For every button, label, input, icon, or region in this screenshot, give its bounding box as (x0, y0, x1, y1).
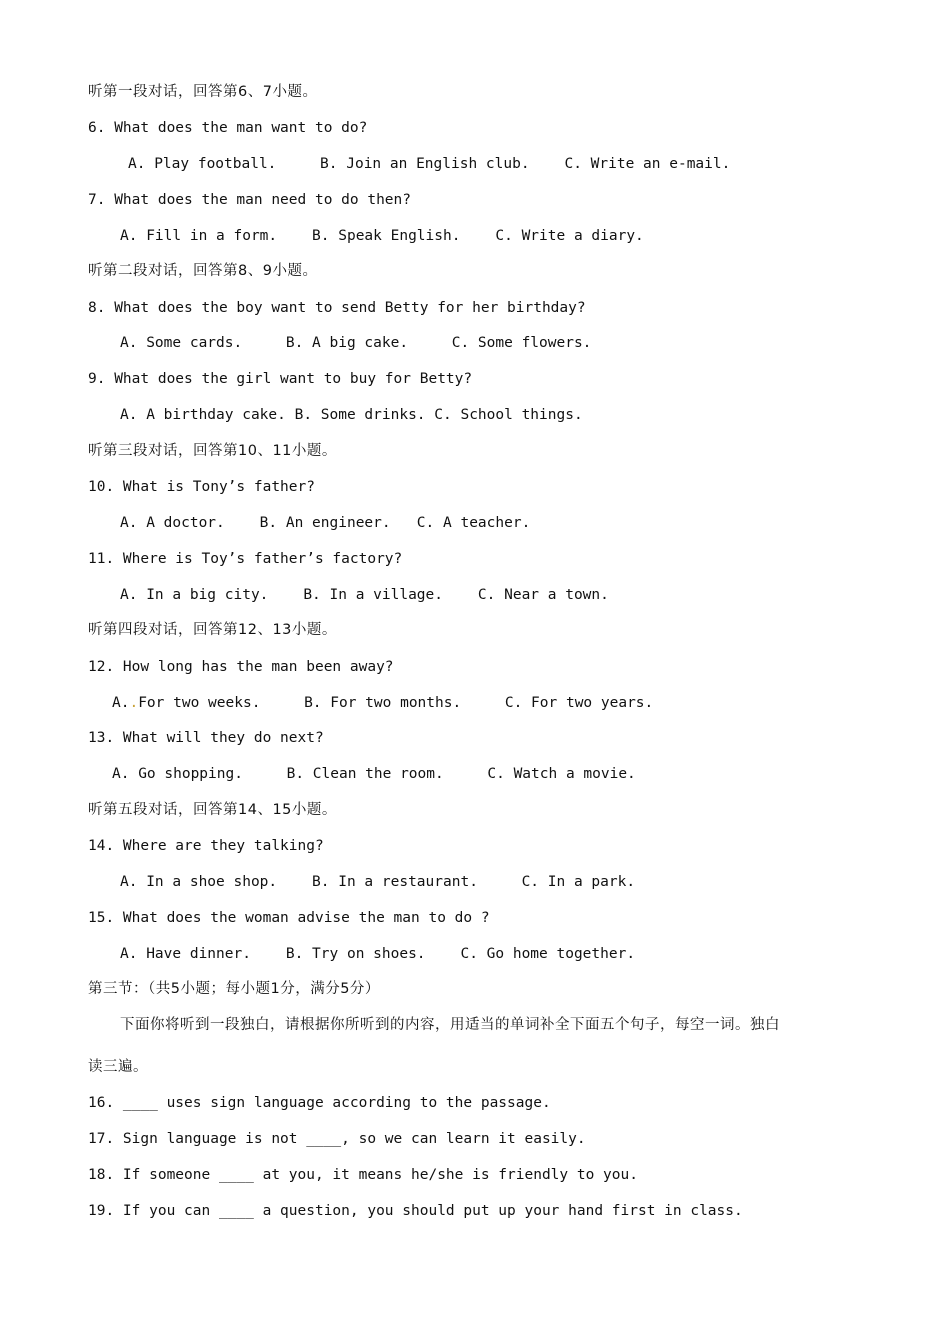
question-12-option-a-label: A. (112, 695, 130, 711)
question-13-options: A. Go shopping. B. Clean the room. C. Watch a movie. (112, 766, 636, 782)
question-8: 8. What does the boy want to send Betty for her birthday? (88, 300, 586, 316)
question-9: 9. What does the girl want to buy for Betty? (88, 371, 473, 387)
question-13: 13. What will they do next? (88, 730, 324, 746)
question-11-options: A. In a big city. B. In a village. C. Near a town. (120, 587, 609, 603)
question-17: 17. Sign language is not ____, so we can learn it easily. (88, 1131, 586, 1147)
question-14: 14. Where are they talking? (88, 838, 324, 854)
question-10: 10. What is Tony’s father? (88, 479, 315, 495)
question-15-options: A. Have dinner. B. Try on shoes. C. Go home together. (120, 946, 636, 962)
question-7: 7. What does the man need to do then? (88, 192, 412, 208)
question-8-options: A. Some cards. B. A big cake. C. Some flowers. (120, 335, 592, 351)
part3-instructions-line1: 下面你将听到一段独白，请根据你所听到的内容，用适当的单词补全下面五个句子，每空一词。独白 (120, 1017, 780, 1033)
question-12-options-text: For two weeks. B. For two months. C. For two years. (138, 695, 654, 711)
stray-mark: . (129, 695, 139, 711)
question-16: 16. ____ uses sign language according to the passage. (88, 1095, 551, 1111)
section-heading-1: 听第一段对话，回答第6、7小题。 (88, 84, 318, 100)
section-heading-2: 听第二段对话，回答第8、9小题。 (88, 263, 318, 279)
question-12: 12. How long has the man been away? (88, 659, 394, 675)
section-heading-3: 听第三段对话，回答第10、11小题。 (88, 443, 337, 459)
question-6: 6. What does the man want to do? (88, 120, 368, 136)
part3-instructions-line2: 读三遍。 (88, 1059, 148, 1075)
question-15: 15. What does the woman advise the man to do ? (88, 910, 490, 926)
part3-heading: 第三节：（共5小题；每小题1分，满分5分） (88, 981, 380, 997)
section-heading-4: 听第四段对话，回答第12、13小题。 (88, 622, 337, 638)
question-9-options: A. A birthday cake. B. Some drinks. C. School things. (120, 407, 583, 423)
question-7-options: A. Fill in a form. B. Speak English. C. Write a diary. (120, 228, 644, 244)
question-11: 11. Where is Toy’s father’s factory? (88, 551, 403, 567)
question-6-options: A. Play football. B. Join an English club. C. Write an e-mail. (128, 156, 731, 172)
question-14-options: A. In a shoe shop. B. In a restaurant. C. In a park. (120, 874, 636, 890)
question-12-options (112, 693, 653, 713)
question-18: 18. If someone ____ at you, it means he/she is friendly to you. (88, 1167, 638, 1183)
section-heading-5: 听第五段对话，回答第14、15小题。 (88, 802, 337, 818)
question-10-options: A. A doctor. B. An engineer. C. A teacher. (120, 515, 531, 531)
question-19: 19. If you can ____ a question, you should put up your hand first in class. (88, 1203, 743, 1219)
